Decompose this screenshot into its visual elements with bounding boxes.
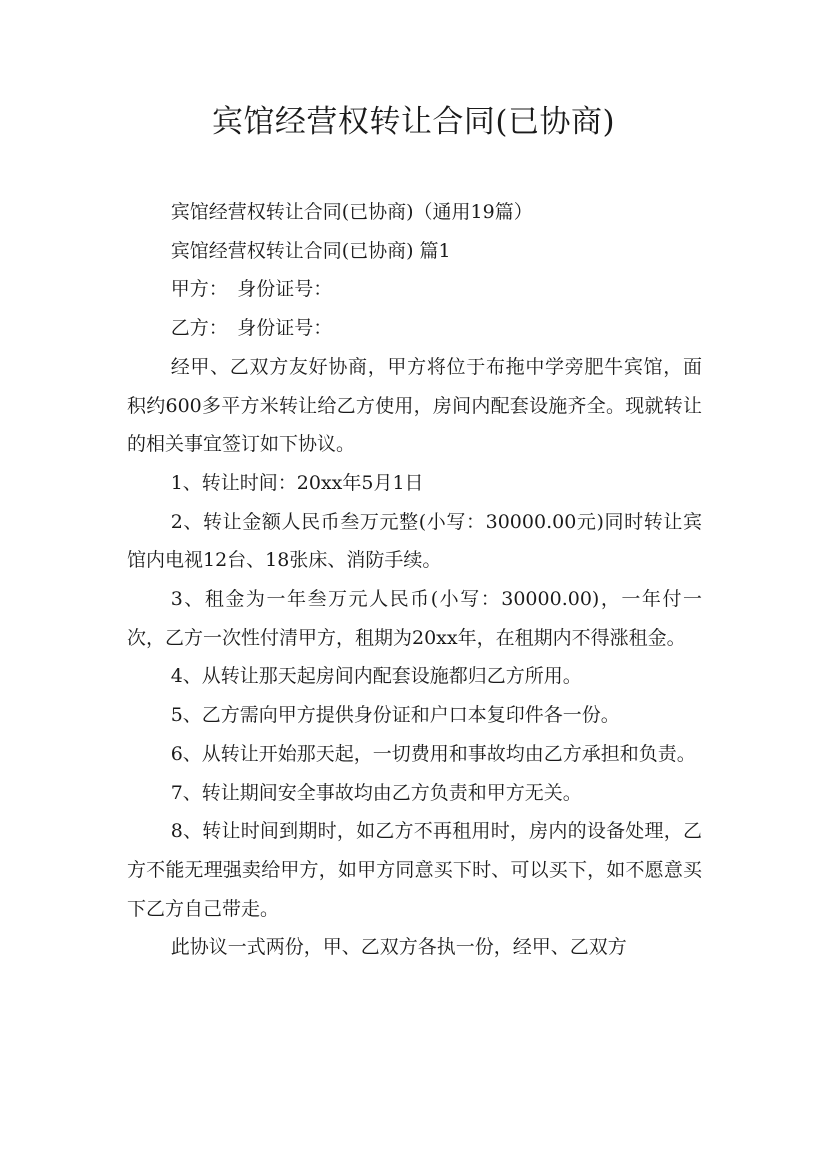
clause-1: 1、转让时间：20xx年5月1日: [170, 471, 424, 494]
document-title: 宾馆经营权转让合同(已协商): [211, 104, 616, 140]
document-subtitle: 宾馆经营权转让合同(已协商)（通用19篇）: [170, 201, 533, 223]
document-body: [127, 193, 702, 967]
clause-5: 5、乙方需向甲方提供身份证和户口本复印件各一份。: [170, 704, 620, 727]
party-a-line: 甲方： 身份证号：: [170, 278, 333, 301]
clause-6: 6、从转让开始那天起，一切费用和事故均由乙方承担和负责。: [170, 742, 696, 765]
clause-4: 4、从转让那天起房间内配套设施都归乙方所用。: [170, 665, 582, 688]
clause-2: 2、转让金额人民币叁万元整(小写：30000.00元)同时转让宾馆内电视12台、18张床、消防手续。: [127, 510, 702, 572]
clause-8: 8、转让时间到期时，如乙方不再租用时，房内的设备处理，乙方不能无理强卖给甲方，如甲方同意买下时、可以买下，如不愿意买下乙方自己带走。: [127, 820, 702, 920]
intro-paragraph: 经甲、乙双方友好协商，甲方将位于布拖中学旁肥牛宾馆，面积约600多平方米转让给乙方使用，房间内配套设施齐全。现就转让的相关事宜签订如下协议。: [127, 355, 702, 456]
clause-3: 3、租金为一年叁万元人民币(小写：30000.00)，一年付一次，乙方一次性付清甲方，租期为20xx年，在租期内不得涨租金。: [127, 588, 702, 649]
closing-paragraph: 此协议一式两份，甲、乙双方各执一份，经甲、乙双方: [170, 936, 627, 959]
section-heading: 宾馆经营权转让合同(已协商) 篇1: [170, 239, 451, 262]
clause-7: 7、转让期间安全事故均由乙方负责和甲方无关。: [170, 781, 582, 804]
party-b-line: 乙方： 身份证号：: [170, 317, 333, 340]
